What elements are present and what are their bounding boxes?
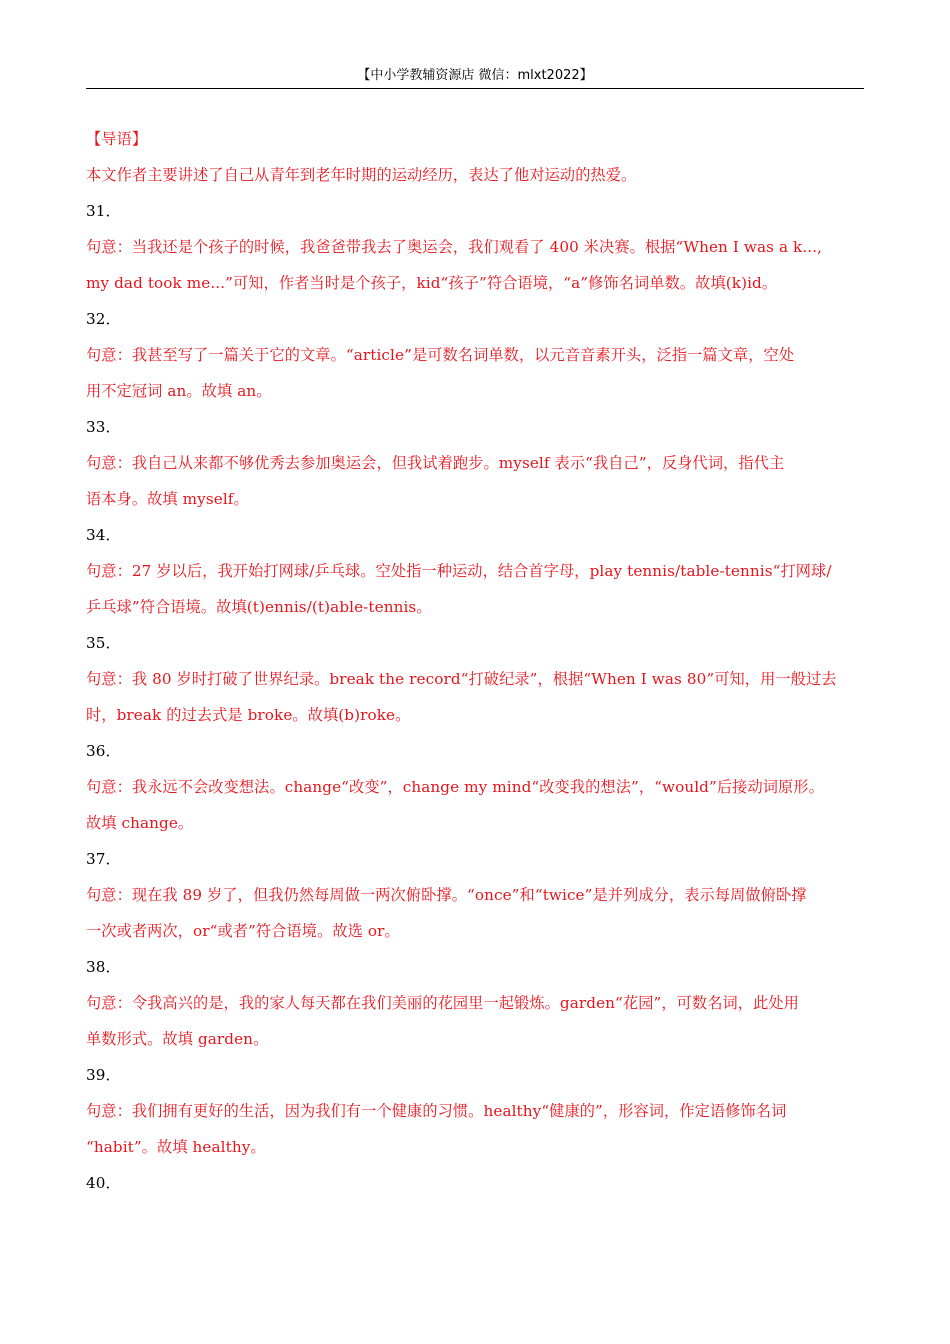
explanation-line: 乒乓球”符合语境。故填(t)ennis/(t)able-tennis。 [86, 598, 432, 616]
answer-item-35 [86, 628, 864, 736]
explanation-line: 句意：现在我 89 岁了，但我仍然每周做一两次俯卧撑。“once”和“twice”是并列成分，表示每周做俯卧撑 [86, 886, 807, 904]
explanation-line: 句意：我 80 岁时打破了世界纪录。break the record“打破纪录”，根据“When I was 80”可知，用一般过去 [86, 670, 837, 688]
explanation-line: 句意：我永远不会改变想法。change“改变”，change my mind“改变我的想法”，“would”后接动词原形。 [86, 778, 824, 796]
question-number: 35． [86, 634, 121, 652]
explanation-line: 句意：我甚至写了一篇关于它的文章。“article”是可数名词单数，以元音音素开头，泛指一篇文章，空处 [86, 346, 795, 364]
question-number: 36． [86, 742, 121, 760]
answer-item-34 [86, 520, 864, 628]
answer-item-32 [86, 304, 864, 412]
answer-item-31 [86, 196, 864, 304]
explanation-line: 句意：当我还是个孩子的时候，我爸爸带我去了奥运会，我们观看了 400 米决赛。根据“When I was a k..., [86, 238, 823, 256]
explanation-line: 句意：我们拥有更好的生活，因为我们有一个健康的习惯。healthy“健康的”，形容词，作定语修饰名词 [86, 1102, 787, 1120]
explanation-line: 一次或者两次，or“或者”符合语境。故选 or。 [86, 922, 400, 940]
document-body [86, 124, 864, 1204]
question-number: 37． [86, 850, 121, 868]
intro-heading: 【导语】 [86, 130, 148, 148]
answer-item-37 [86, 844, 864, 952]
question-number: 39． [86, 1066, 121, 1084]
question-number: 34． [86, 526, 121, 544]
explanation-line: 句意：我自己从来都不够优秀去参加奥运会，但我试着跑步。myself 表示“我自己”，反身代词，指代主 [86, 454, 785, 472]
question-number: 40． [86, 1174, 121, 1192]
explanation-line: 时，break 的过去式是 broke。故填(b)roke。 [86, 706, 411, 724]
explanation-line: 用不定冠词 an。故填 an。 [86, 382, 272, 400]
answer-item-38 [86, 952, 864, 1060]
question-number: 32． [86, 310, 121, 328]
explanation-line: 故填 change。 [86, 814, 194, 832]
explanation-line: 句意：令我高兴的是，我的家人每天都在我们美丽的花园里一起锻炼。garden“花园”，可数名词，此处用 [86, 994, 799, 1012]
explanation-line: 语本身。故填 myself。 [86, 490, 249, 508]
explanation-line: 句意：27 岁以后，我开始打网球/乒乓球。空处指一种运动，结合首字母，play tennis/table-tennis“打网球/ [86, 562, 832, 580]
answer-item-33 [86, 412, 864, 520]
explanation-line: 单数形式。故填 garden。 [86, 1030, 269, 1048]
answer-item-36 [86, 736, 864, 844]
explanation-line: my dad took me...”可知，作者当时是个孩子，kid“孩子”符合语境，“a”修饰名词单数。故填(k)id。 [86, 274, 778, 292]
intro-text: 本文作者主要讲述了自己从青年到老年时期的运动经历，表达了他对运动的热爱。 [86, 166, 637, 184]
question-number: 38． [86, 958, 121, 976]
question-number: 31． [86, 202, 121, 220]
page-header: 【中小学教辅资源店 微信：mlxt2022】 [86, 66, 864, 89]
explanation-line: “habit”。故填 healthy。 [86, 1138, 266, 1156]
answer-item-39 [86, 1060, 864, 1168]
answer-item-40 [86, 1168, 864, 1204]
question-number: 33． [86, 418, 121, 436]
